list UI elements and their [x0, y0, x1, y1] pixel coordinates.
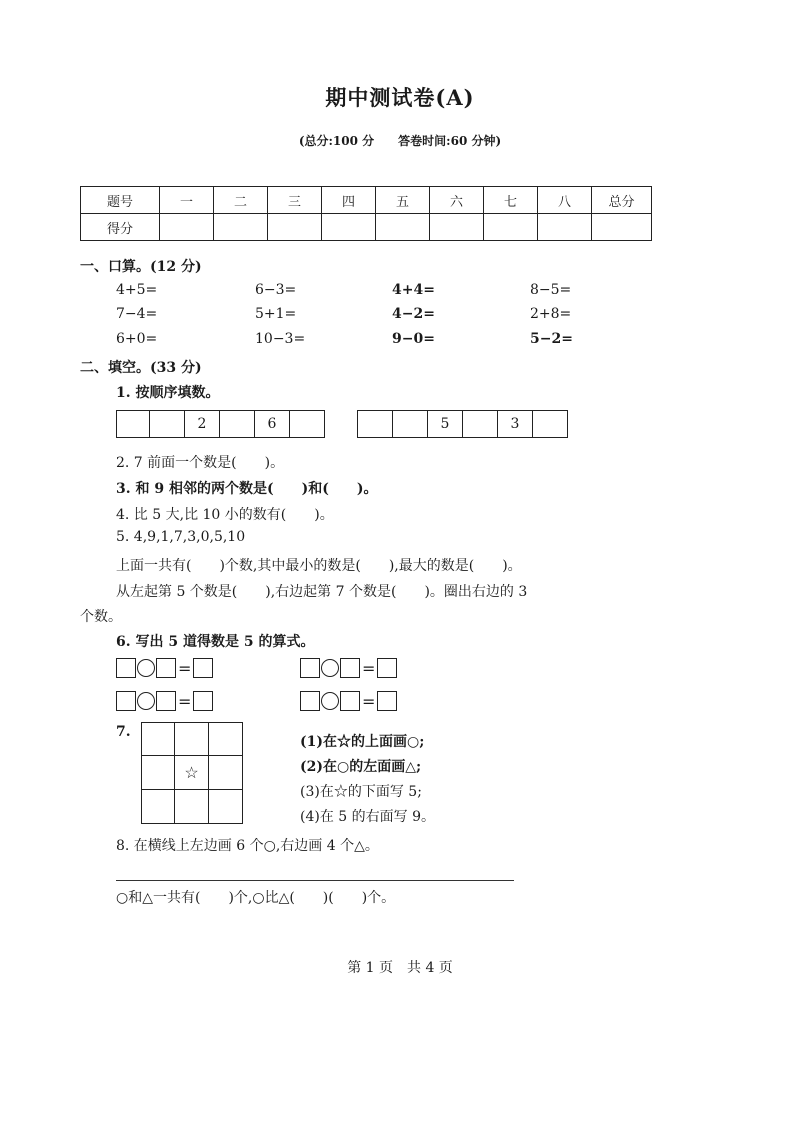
score-row-label: 得分	[81, 214, 160, 241]
grid-cell[interactable]	[209, 790, 242, 823]
score-header-cell: 六	[430, 187, 484, 214]
section1-title: 一、口算。(12 分)	[80, 259, 202, 275]
sequence-cell: 2	[185, 411, 220, 437]
score-header-cell: 三	[268, 187, 322, 214]
question-5: 5. 4,9,1,7,3,0,5,10	[116, 529, 246, 545]
score-cell[interactable]	[376, 214, 430, 241]
answer-box[interactable]	[193, 691, 213, 711]
operator-circle[interactable]	[321, 659, 339, 677]
answer-box[interactable]	[300, 658, 320, 678]
score-header-cell: 二	[214, 187, 268, 214]
score-cell[interactable]	[214, 214, 268, 241]
score-header-cell: 一	[160, 187, 214, 214]
grid-cell[interactable]	[209, 756, 242, 790]
question-6: 6. 写出 5 道得数是 5 的算式。	[116, 634, 315, 650]
score-header-cell: 总分	[592, 187, 652, 214]
drawing-line[interactable]	[116, 880, 514, 881]
answer-box[interactable]	[156, 658, 176, 678]
answer-box[interactable]	[377, 691, 397, 711]
oral-item: 6+0=	[116, 331, 158, 347]
score-cell[interactable]	[322, 214, 376, 241]
number-sequence-1	[116, 410, 325, 438]
number-sequence-2	[357, 410, 568, 438]
question-2: 2. 7 前面一个数是( )。	[116, 455, 285, 471]
sequence-cell[interactable]	[220, 411, 255, 437]
equals-sign: =	[362, 691, 376, 711]
oral-item: 4−2=	[392, 306, 435, 322]
answer-box[interactable]	[340, 691, 360, 711]
question-5-line-3: 个数。	[80, 609, 122, 625]
sequence-cell[interactable]	[533, 411, 567, 437]
exam-info: (总分:100 分 答卷时间:60 分钟)	[298, 134, 502, 148]
score-header-cell: 八	[538, 187, 592, 214]
equals-sign: =	[178, 658, 192, 678]
score-cell[interactable]	[160, 214, 214, 241]
answer-box[interactable]	[300, 691, 320, 711]
oral-item: 4+5=	[116, 282, 158, 298]
oral-item: 6−3=	[255, 282, 297, 298]
sequence-cell: 6	[255, 411, 290, 437]
answer-box[interactable]	[116, 691, 136, 711]
answer-box[interactable]	[116, 658, 136, 678]
oral-item: 2+8=	[530, 306, 572, 322]
score-header-cell: 五	[376, 187, 430, 214]
answer-box[interactable]	[377, 658, 397, 678]
oral-item: 5+1=	[255, 306, 297, 322]
answer-box[interactable]	[193, 658, 213, 678]
question-1: 1. 按顺序填数。	[116, 385, 220, 401]
oral-item: 4+4=	[392, 282, 435, 298]
sequence-cell[interactable]	[463, 411, 498, 437]
page-footer: 第 1 页 共 4 页	[347, 960, 453, 976]
operator-circle[interactable]	[137, 692, 155, 710]
oral-item: 5−2=	[530, 331, 573, 347]
score-cell[interactable]	[538, 214, 592, 241]
operator-circle[interactable]	[137, 659, 155, 677]
oral-item: 7−4=	[116, 306, 158, 322]
score-table	[80, 186, 652, 241]
sequence-cell[interactable]	[117, 411, 150, 437]
question-7-item: (2)在○的左面画△;	[300, 759, 422, 775]
question-7-item: (3)在☆的下面写 5;	[300, 784, 422, 800]
equation-blank	[300, 656, 397, 680]
sequence-cell: 5	[428, 411, 463, 437]
position-grid	[141, 722, 243, 824]
question-4: 4. 比 5 大,比 10 小的数有( )。	[116, 507, 334, 523]
grid-cell[interactable]	[142, 723, 175, 756]
oral-item: 9−0=	[392, 331, 435, 347]
question-8: 8. 在横线上左边画 6 个○,右边画 4 个△。	[116, 838, 379, 854]
equation-blank	[116, 656, 213, 680]
question-3: 3. 和 9 相邻的两个数是( )和( )。	[116, 481, 378, 497]
score-header-cell: 七	[484, 187, 538, 214]
equation-blank	[116, 689, 213, 713]
score-table-header-row	[81, 187, 652, 214]
oral-item: 10−3=	[255, 331, 306, 347]
question-5-line-2: 从左起第 5 个数是( ),右边起第 7 个数是( )。圈出右边的 3	[116, 584, 528, 600]
sequence-cell[interactable]	[358, 411, 393, 437]
question-7-label: 7.	[116, 724, 131, 740]
score-table-score-row	[81, 214, 652, 241]
sequence-cell[interactable]	[393, 411, 428, 437]
answer-box[interactable]	[340, 658, 360, 678]
question-7-item: (4)在 5 的右面写 9。	[300, 809, 435, 825]
equation-blank	[300, 689, 397, 713]
question-8-answer-line: ○和△一共有( )个,○比△( )( )个。	[116, 890, 396, 906]
score-cell[interactable]	[484, 214, 538, 241]
sequence-cell[interactable]	[290, 411, 324, 437]
grid-cell[interactable]	[175, 723, 208, 756]
score-header-cell: 题号	[81, 187, 160, 214]
page-title: 期中测试卷(A)	[325, 85, 475, 110]
star-cell: ☆	[175, 756, 208, 790]
grid-cell[interactable]	[142, 790, 175, 823]
score-cell[interactable]	[430, 214, 484, 241]
grid-cell[interactable]	[175, 790, 208, 823]
question-7-item: (1)在☆的上面画○;	[300, 734, 425, 750]
oral-item: 8−5=	[530, 282, 572, 298]
grid-cell[interactable]	[209, 723, 242, 756]
section2-title: 二、填空。(33 分)	[80, 360, 202, 376]
equals-sign: =	[178, 691, 192, 711]
score-cell[interactable]	[268, 214, 322, 241]
grid-cell[interactable]	[142, 756, 175, 790]
answer-box[interactable]	[156, 691, 176, 711]
score-cell[interactable]	[592, 214, 652, 241]
question-5-line-1: 上面一共有( )个数,其中最小的数是( ),最大的数是( )。	[116, 558, 522, 574]
score-header-cell: 四	[322, 187, 376, 214]
equals-sign: =	[362, 658, 376, 678]
sequence-cell: 3	[498, 411, 533, 437]
sequence-cell[interactable]	[150, 411, 185, 437]
operator-circle[interactable]	[321, 692, 339, 710]
